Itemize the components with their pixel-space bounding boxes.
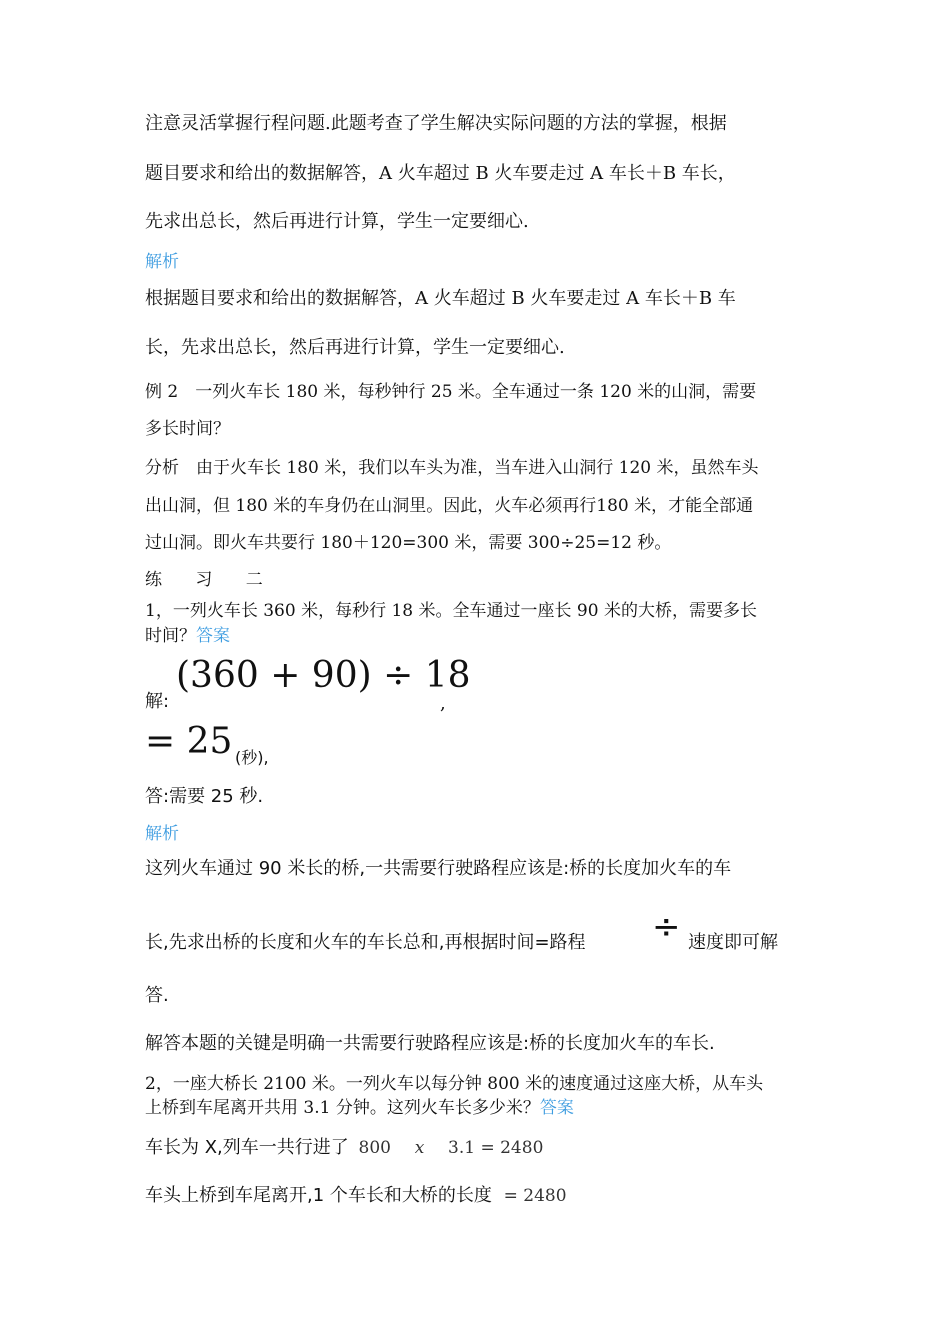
analysis-line: 解答本题的关键是明确一共需要行驶路程应该是:桥的长度加火车的车长. [145, 1033, 715, 1054]
solution-text: 车长为 X,列车一共行进了 [145, 1137, 349, 1158]
solution-label: 解: [145, 691, 170, 712]
analysis-line: 长,先求出桥的长度和火车的车长总和,再根据时间=路程 [145, 932, 586, 953]
solution-text: 车头上桥到车尾离开,1 个车长和大桥的长度 [145, 1185, 492, 1206]
math-term: 3.1 = 2480 [448, 1138, 544, 1158]
analysis-line: 这列火车通过 90 米长的桥,一共需要行驶路程应该是:桥的长度加火车的车 [145, 858, 732, 879]
analysis-label: 解析 [145, 824, 179, 844]
question-line [145, 1096, 574, 1120]
paragraph-line: 先求出总长，然后再进行计算，学生一定要细心. [145, 211, 529, 232]
exercise-title: 练 习 二 [145, 570, 277, 590]
analysis-line: 过山洞。即火车共要行 180＋120=300 米，需要 300÷25=12 秒。 [145, 533, 672, 553]
solution-answer: 答:需要 25 秒. [145, 786, 264, 807]
question-line: 2，一座大桥长 2100 米。一列火车以每分钟 800 米的速度通过这座大桥，从车头 [145, 1074, 764, 1094]
analysis-line: 分析 由于火车长 180 米，我们以车头为准，当车进入山洞行 120 米，虽然车头 [145, 458, 759, 478]
answer-link[interactable]: 答案 [196, 626, 230, 646]
math-term: 800 [358, 1138, 391, 1158]
paragraph-line: 根据题目要求和给出的数据解答，A 火车超过 B 火车要走过 A 车长＋B 车 [145, 288, 736, 309]
analysis-line: 答. [145, 985, 169, 1006]
solution-line [145, 1184, 567, 1208]
solution-comma: , [440, 693, 446, 714]
question-text: 上桥到车尾离开共用 3.1 分钟。这列火车长多少米？ [145, 1098, 540, 1118]
question-line: 1，一列火车长 360 米，每秒行 18 米。全车通过一座长 90 米的大桥，需要多长 [145, 601, 757, 621]
paragraph-line: 注意灵活掌握行程问题.此题考查了学生解决实际问题的方法的掌握，根据 [145, 113, 727, 134]
math-term: = 2480 [503, 1186, 567, 1206]
solution-result: = 25 [145, 721, 233, 762]
analysis-line: 出山洞，但 180 米的车身仍在山洞里。因此，火车必须再行180 米，才能全部通 [145, 496, 754, 516]
solution-expression: (360 + 90) ÷ 18 [176, 655, 471, 696]
math-variable: x [414, 1138, 425, 1158]
divide-symbol: ÷ [652, 907, 681, 947]
solution-line [145, 1136, 543, 1160]
answer-link[interactable]: 答案 [539, 1098, 574, 1118]
analysis-label: 解析 [145, 252, 179, 272]
analysis-line: 速度即可解 [688, 932, 778, 953]
example-line: 多长时间？ [145, 419, 230, 439]
paragraph-line: 长，先求出总长，然后再进行计算，学生一定要细心. [145, 337, 565, 358]
solution-unit: (秒), [235, 748, 269, 767]
question-text: 时间？ [145, 626, 196, 646]
paragraph-line: 题目要求和给出的数据解答，A 火车超过 B 火车要走过 A 车长＋B 车长， [145, 163, 736, 184]
question-line [145, 624, 230, 648]
example-line: 例 2 一列火车长 180 米，每秒钟行 25 米。全车通过一条 120 米的山洞，需要 [145, 382, 757, 402]
